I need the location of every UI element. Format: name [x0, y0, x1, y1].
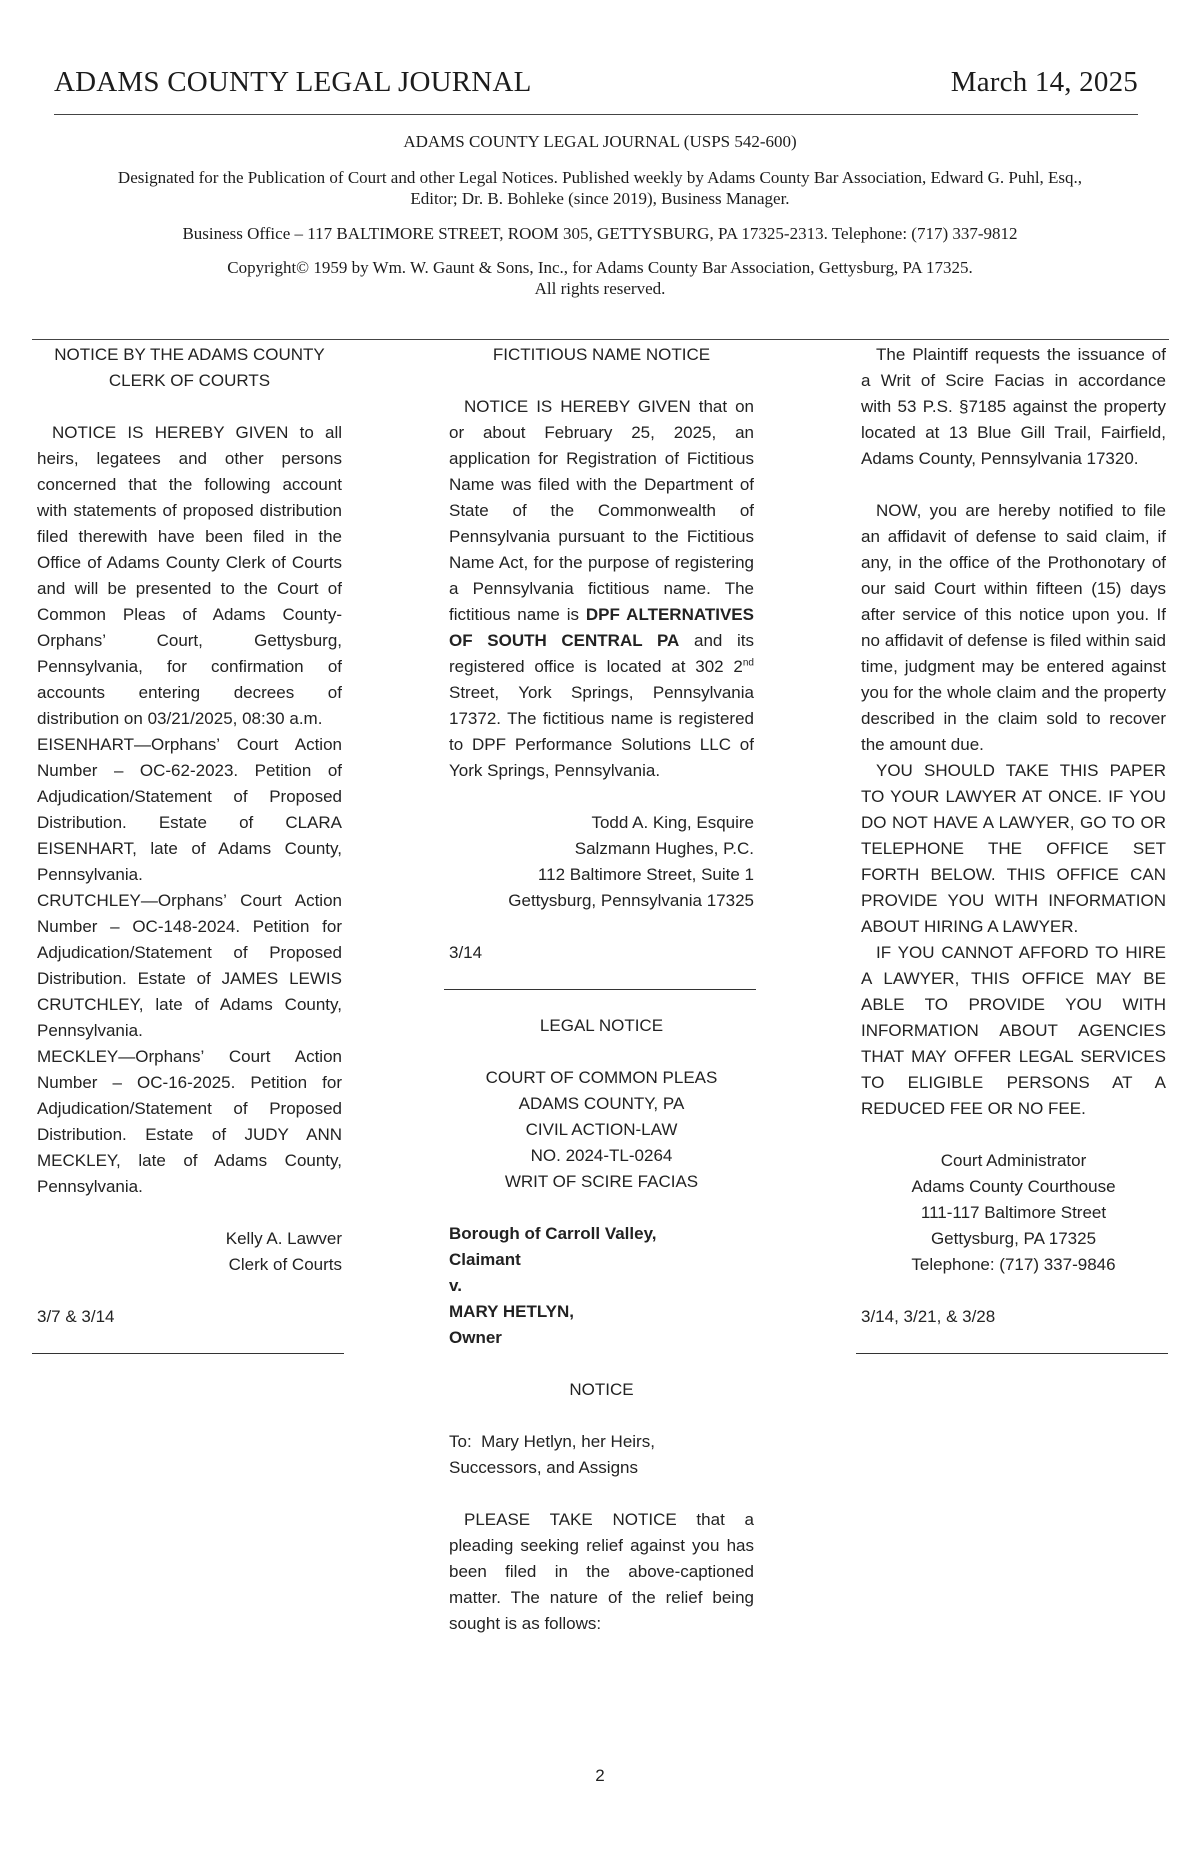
attorney-signature-line: 112 Baltimore Street, Suite 1	[537, 865, 754, 884]
column-middle	[449, 342, 754, 1637]
estate-entry: EISENHART—Orphans’ Court Action Number – OC-62-2023. Petition of Adjudication/Statement of Proposed Distribution. Estate of CLARA EISENHART, late of Adams County, Pennsylvania.	[37, 735, 342, 884]
addressee-line: Successors, and Assigns	[449, 1458, 638, 1477]
addressee-line: To: Mary Hetlyn, her Heirs,	[449, 1432, 655, 1451]
administrator-line: Telephone: (717) 337-9846	[911, 1255, 1116, 1274]
fictitious-business-name: DPF ALTERNATIVES OF SOUTH CENTRAL PA	[449, 605, 754, 650]
legal-notice-heading: LEGAL NOTICE	[539, 1016, 664, 1035]
page-number: 2	[595, 1766, 605, 1785]
lawyer-paragraph: YOU SHOULD TAKE THIS PAPER TO YOUR LAWYER AT ONCE. IF YOU DO NOT HAVE A LAWYER, GO TO OR TELEPHONE THE OFFICE SET FORTH BELOW. THIS OFFICE CAN PROVIDE YOU WITH INFORMATION ABOUT HIRING A LAWYER.	[861, 761, 1166, 936]
fictitious-body-middle: and its registered office is located at 302 2	[449, 631, 754, 676]
masthead	[100, 131, 1100, 299]
clerk-run-dates: 3/7 & 3/14	[37, 1307, 115, 1326]
take-notice-paragraph: PLEASE TAKE NOTICE that a pleading seeking relief against you has been filed in the above-captioned matter. The nature of the relief being sought is as follows:	[449, 1510, 754, 1633]
notice-divider	[856, 1353, 1168, 1354]
clerk-notice-heading: NOTICE BY THE ADAMS COUNTY CLERK OF COURTS	[54, 345, 325, 390]
masthead-title: ADAMS COUNTY LEGAL JOURNAL (USPS 542-600)	[403, 132, 797, 151]
fictitious-body-after: Street, York Springs, Pennsylvania 17372. The fictitious name is registered to DPF Performance Solutions LLC of York Springs, Pennsylvania.	[449, 683, 754, 780]
masthead-business-office: Business Office – 117 BALTIMORE STREET, ROOM 305, GETTYSBURG, PA 17325-2313. Telephone: (717) 337-9812	[182, 224, 1018, 243]
legal-run-dates: 3/14, 3/21, & 3/28	[861, 1307, 996, 1326]
attorney-signature-line: Salzmann Hughes, P.C.	[574, 839, 754, 858]
fictitious-notice-heading: FICTITIOUS NAME NOTICE	[492, 345, 711, 364]
attorney-signature-line: Todd A. King, Esquire	[591, 813, 754, 832]
court-caption-line: ADAMS COUNTY, PA	[518, 1094, 685, 1113]
ordinal-suffix: nd	[742, 657, 754, 669]
issue-date: March 14, 2025	[950, 66, 1138, 98]
administrator-line: 111-117 Baltimore Street	[920, 1203, 1107, 1222]
journal-name: ADAMS COUNTY LEGAL JOURNAL	[54, 66, 532, 98]
running-head	[54, 66, 1138, 99]
party-caption-line: Borough of Carroll Valley,	[449, 1224, 657, 1243]
header-rule	[54, 114, 1138, 115]
masthead-rule	[32, 339, 1169, 340]
masthead-copyright: Copyright© 1959 by Wm. W. Gaunt & Sons, Inc., for Adams County Bar Association, Gettysburg, PA 17325.	[227, 258, 973, 277]
administrator-line: Adams County Courthouse	[911, 1177, 1116, 1196]
administrator-line: Court Administrator	[940, 1151, 1087, 1170]
attorney-signature-line: Gettysburg, Pennsylvania 17325	[508, 891, 754, 910]
party-caption-line: v.	[449, 1276, 462, 1295]
fictitious-notice-body	[449, 394, 754, 784]
clerk-signer-title: Clerk of Courts	[228, 1255, 342, 1274]
party-caption-line: Claimant	[449, 1250, 521, 1269]
column-left	[37, 342, 342, 1354]
clerk-notice-body: NOTICE IS HEREBY GIVEN to all heirs, legatees and other persons concerned that the following account with statements of proposed distribution filed therewith have been filed in the Office of Adams County Clerk of Courts and will be presented to the Court of Common Pleas of Adams County-Orphans’ Court, Gettysburg, Pennsylvania, for confirmation of accounts entering decrees of distribution on 03/21/2025, 08:30 a.m.	[37, 423, 342, 728]
fictitious-run-dates: 3/14	[449, 943, 483, 962]
notice-divider	[32, 1353, 344, 1354]
party-caption-line: MARY HETLYN,	[449, 1302, 575, 1321]
estate-entry: CRUTCHLEY—Orphans’ Court Action Number – OC-148-2024. Petition for Adjudication/Statement of Proposed Distribution. Estate of JAMES LEWIS CRUTCHLEY, late of Adams County, Pennsylvania.	[37, 891, 342, 1040]
afford-paragraph: IF YOU CANNOT AFFORD TO HIRE A LAWYER, THIS OFFICE MAY BE ABLE TO PROVIDE YOU WITH INFORMATION ABOUT AGENCIES THAT MAY OFFER LEGAL SERVICES TO ELIGIBLE PERSONS AT A REDUCED FEE OR NO FEE.	[861, 943, 1166, 1118]
column-right	[861, 342, 1166, 1354]
estate-entry: MECKLEY—Orphans’ Court Action Number – OC-16-2025. Petition for Adjudication/Statement of Proposed Distribution. Estate of JUDY ANN MECKLEY, late of Adams County, Pennsylvania.	[37, 1047, 342, 1196]
party-caption-line: Owner	[449, 1328, 502, 1347]
court-caption-line: WRIT OF SCIRE FACIAS	[504, 1172, 699, 1191]
notice-label: NOTICE	[569, 1380, 634, 1399]
affidavit-paragraph: NOW, you are hereby notified to file an affidavit of defense to said claim, if any, in the office of the Prothonotary of our said Court within fifteen (15) days after service of this notice upon you. If no affidavit of defense is filed within said time, judgment may be entered against you for the whole claim and the property described in the claim sold to recover the amount due.	[861, 501, 1166, 754]
court-caption-line: COURT OF COMMON PLEAS	[485, 1068, 718, 1087]
administrator-line: Gettysburg, PA 17325	[930, 1229, 1097, 1248]
masthead-rights: All rights reserved.	[534, 279, 666, 298]
clerk-signer-name: Kelly A. Lawver	[225, 1229, 342, 1248]
court-caption-line: NO. 2024-TL-0264	[530, 1146, 673, 1165]
masthead-designation: Designated for the Publication of Court and other Legal Notices. Published weekly by Adams County Bar Association, Edward G. Puhl, Esq., Editor; Dr. B. Bohleke (since 2019), Business Manager.	[117, 168, 1083, 208]
court-caption-line: CIVIL ACTION-LAW	[525, 1120, 678, 1139]
plaintiff-request-paragraph: The Plaintiff requests the issuance of a Writ of Scire Facias in accordance with 53 P.S. §7185 against the property located at 13 Blue Gill Trail, Fairfield, Adams County, Pennsylvania 17320.	[861, 345, 1166, 468]
fictitious-body-before: NOTICE IS HEREBY GIVEN that on or about February 25, 2025, an application for Registration of Fictitious Name was filed with the Department of State of the Commonwealth of Pennsylvania pursuant to the Fictitious Name Act, for the purpose of registering a Pennsylvania fictitious name. The fictitious name is	[449, 397, 754, 624]
